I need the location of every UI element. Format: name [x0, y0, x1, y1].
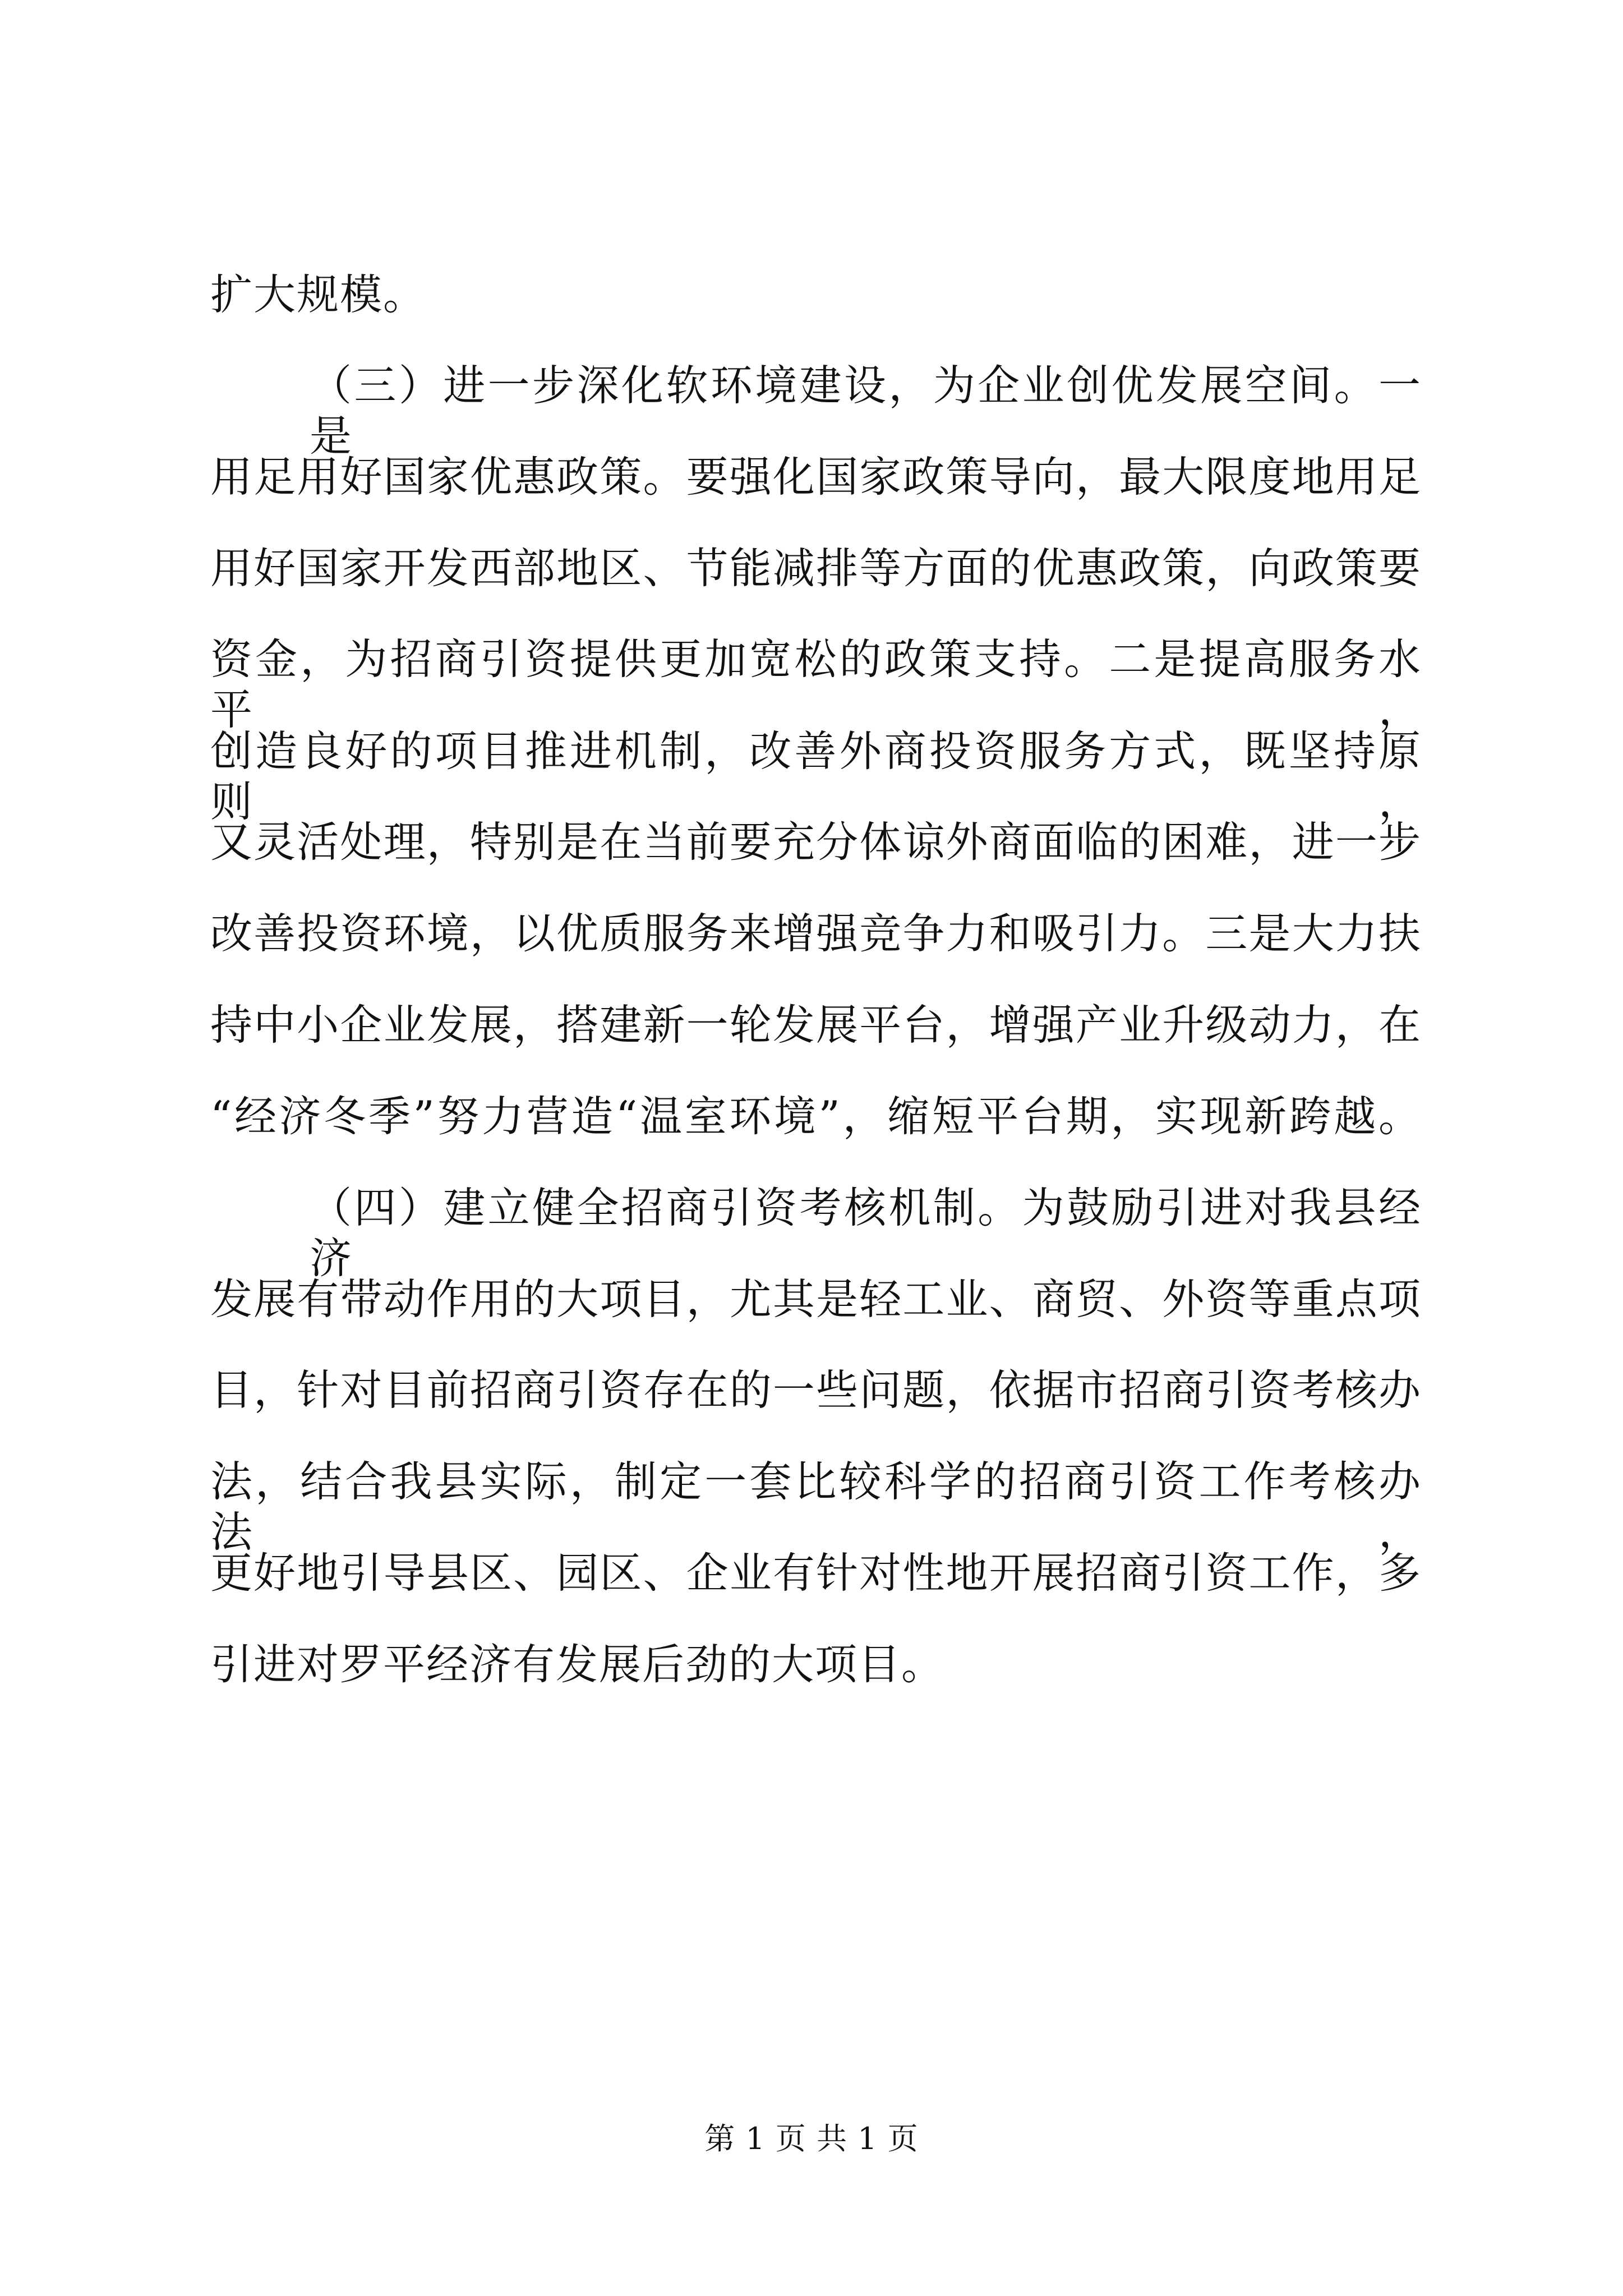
page-number-footer: 第 1 页 共 1 页: [704, 2121, 919, 2156]
paragraph-line: 引进对罗平经济有发展后劲的大项目。: [210, 1640, 945, 1689]
paragraph-line: 用足用好国家优惠政策。要强化国家政策导向，最大限度地用足: [210, 452, 1422, 501]
paragraph-line: 改善投资环境，以优质服务来增强竞争力和吸引力。三是大力扶: [210, 909, 1422, 958]
paragraph-line: （四）建立健全招商引资考核机制。为鼓励引进对我县经济: [310, 1183, 1422, 1283]
paragraph-line: 发展有带动作用的大项目，尤其是轻工业、商贸、外资等重点项: [210, 1274, 1422, 1324]
paragraph-line: 又灵活处理，特别是在当前要充分体谅外商面临的困难，进一步: [210, 817, 1422, 867]
paragraph-line: 用好国家开发西部地区、节能减排等方面的优惠政策，向政策要: [210, 544, 1422, 593]
paragraph-line: 资金，为招商引资提供更加宽松的政策支持。二是提高服务水平，: [210, 634, 1422, 734]
paragraph-line: 扩大规模。: [210, 270, 427, 319]
paragraph-line: （三）进一步深化软环境建设，为企业创优发展空间。一是: [310, 361, 1422, 461]
paragraph-line: 更好地引导县区、园区、企业有针对性地开展招商引资工作，多: [210, 1548, 1422, 1598]
paragraph-line: 持中小企业发展，搭建新一轮发展平台，增强产业升级动力，在: [210, 1000, 1422, 1050]
paragraph-line: 创造良好的项目推进机制，改善外商投资服务方式，既坚持原则，: [210, 726, 1422, 826]
paragraph-line: 法，结合我县实际，制定一套比较科学的招商引资工作考核办法，: [210, 1457, 1422, 1557]
paragraph-line: “经济冬季”努力营造“温室环境”，缩短平台期，实现新跨越。: [210, 1092, 1422, 1141]
paragraph-line: 目，针对目前招商引资存在的一些问题，依据市招商引资考核办: [210, 1365, 1422, 1415]
